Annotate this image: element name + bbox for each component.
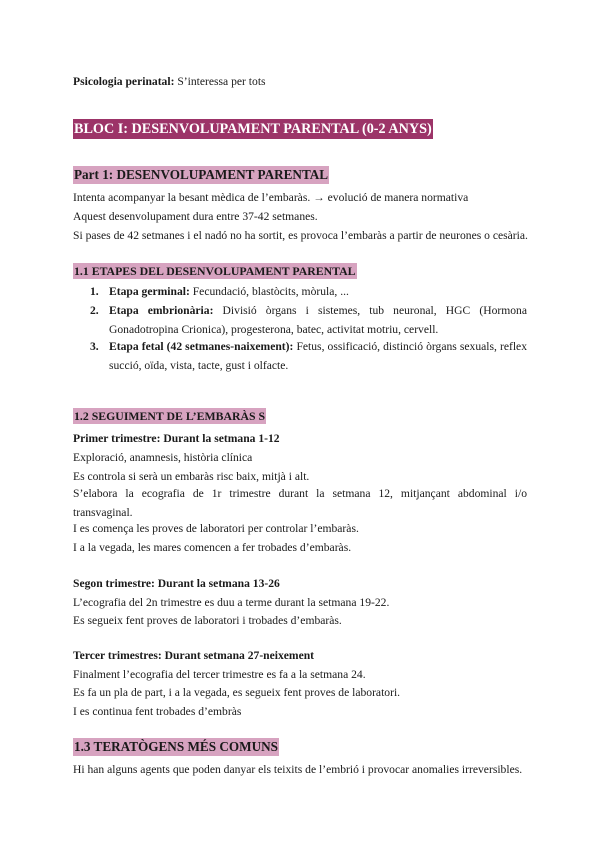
part1-line-2: Aquest desenvolupament dura entre 37-42 setmanes. bbox=[73, 210, 318, 223]
stage-3-item bbox=[109, 337, 527, 375]
stage-3-number: 3. bbox=[90, 340, 99, 353]
stage-2-text: Divisió òrgans i sistemes, tub neuronal, HGC (Hormona Gonadotropina Crionica), progesterona, batec, activitat motriu, cervell. bbox=[109, 304, 527, 336]
section-1-3-title: 1.3 TERATÒGENS MÉS COMUNS bbox=[74, 739, 278, 754]
second-trimester-line-2: Es segueix fent proves de laboratori i trobades d’embaràs. bbox=[73, 614, 342, 627]
third-trimester-title: Tercer trimestres: Durant setmana 27-neixement bbox=[73, 649, 315, 662]
first-trimester-line-4: I es comença les proves de laboratori per controlar l’embaràs. bbox=[73, 522, 359, 535]
stage-1-text: Fecundació, blastòcits, mòrula, ... bbox=[189, 285, 349, 298]
stage-2-item bbox=[109, 301, 527, 339]
stage-3-label: Etapa fetal (42 setmanes-naixement): bbox=[109, 340, 294, 353]
section-1-2-title: 1.2 SEGUIMENT DE L’EMBARÀS S bbox=[74, 409, 266, 423]
header-label: Psicologia perinatal: bbox=[73, 75, 175, 88]
header-line bbox=[73, 74, 266, 89]
section-1-3-line-1: Hi han alguns agents que poden danyar els teixits de l’embrió i provocar anomalies irreversibles. bbox=[73, 763, 523, 776]
first-trimester-line-3: S’elabora la ecografia de 1r trimestre durant la setmana 12, mitjançant abdominal i/o transvaginal. bbox=[73, 487, 527, 519]
stage-1-label: Etapa germinal: bbox=[109, 285, 190, 298]
stage-1-item bbox=[109, 282, 527, 301]
third-trimester-line-2: Es fa un pla de part, i a la vegada, es segueix fent proves de laboratori. bbox=[73, 686, 401, 699]
third-trimester-line-3: I es continua fent trobades d’embràs bbox=[73, 705, 242, 718]
bloc-title: BLOC I: DESENVOLUPAMENT PARENTAL (0-2 ANYS) bbox=[74, 121, 432, 137]
third-trimester-line-1: Finalment l’ecografia del tercer trimestre es fa a la setmana 24. bbox=[73, 668, 366, 681]
second-trimester-title: Segon trimestre: Durant la setmana 13-26 bbox=[73, 577, 280, 590]
part1-line-1: Intenta acompanyar la besant mèdica de l’embaràs. → evolució de manera normativa bbox=[73, 191, 469, 204]
section-1-1-title: 1.1 ETAPES DEL DESENVOLUPAMENT PARENTAL bbox=[74, 264, 356, 278]
stage-2-number: 2. bbox=[90, 304, 99, 317]
first-trimester-line-5: I a la vegada, les mares comencen a fer trobades d’embaràs. bbox=[73, 541, 352, 554]
part1-line-3: Si pases de 42 setmanes i el nadó no ha sortit, es provoca l’embaràs a partir de neurones o cesària. bbox=[73, 229, 528, 242]
first-trimester-line-1: Exploració, anamnesis, història clínica bbox=[73, 451, 253, 464]
stage-2-label: Etapa embrionària: bbox=[109, 304, 214, 317]
header-text: S’interessa per tots bbox=[174, 75, 266, 88]
part1-title: Part 1: DESENVOLUPAMENT PARENTAL bbox=[74, 167, 329, 182]
second-trimester-line-1: L’ecografia del 2n trimestre es duu a terme durant la setmana 19-22. bbox=[73, 596, 390, 609]
stage-1-number: 1. bbox=[90, 285, 99, 298]
first-trimester-title: Primer trimestre: Durant la setmana 1-12 bbox=[73, 432, 280, 445]
stage-3-text: Fetus, ossificació, distinció òrgans sexuals, reflex succió, oïda, vista, tacte, gust i olfacte. bbox=[109, 340, 527, 372]
first-trimester-line-2: Es controla si serà un embaràs risc baix, mitjà i alt. bbox=[73, 470, 310, 483]
